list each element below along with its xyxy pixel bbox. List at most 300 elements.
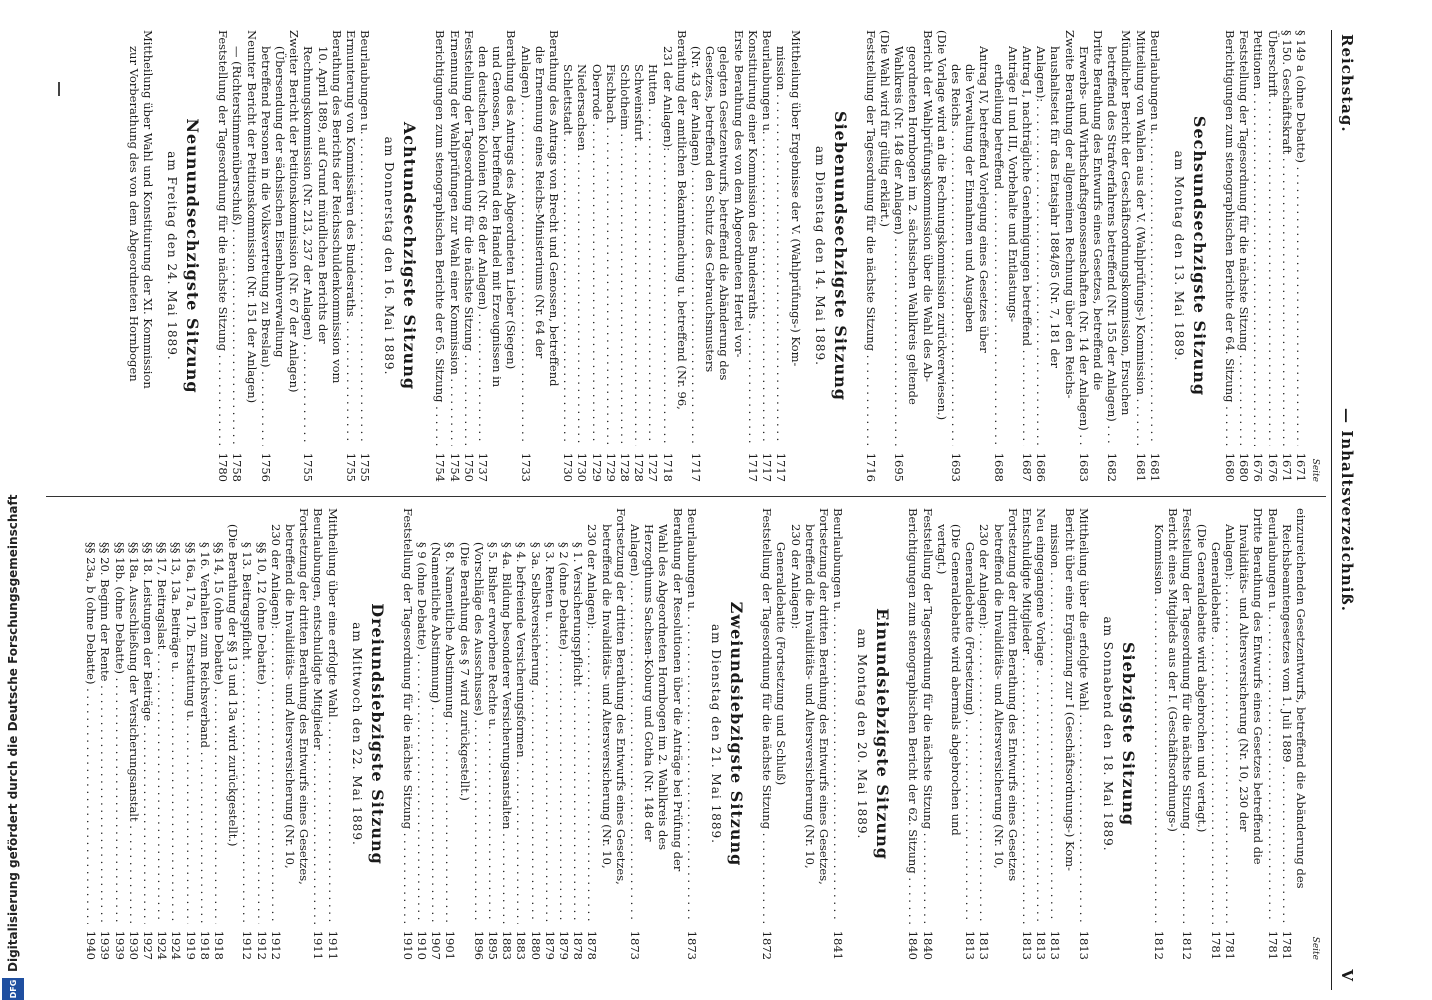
toc-entry-page: 1940 [84,930,99,960]
toc-entry-text: Konstituirung einer Kommission des Bundesraths . . . [746,30,760,446]
toc-entry [358,30,372,482]
toc-entry-page: 1911 [311,930,326,960]
toc-entry-text: betreffend des Strafverfahrens betreffend (Nr. 155 der Anlagen) . . . [1105,46,1119,446]
header-title: — Inhaltsverzeichniß. [1338,407,1356,613]
toc-entry [155,508,169,960]
toc-entry-page: 1729 [589,452,604,482]
toc-entry-page: 1901 [443,930,458,960]
toc-entry [685,508,699,960]
session-date: am Montag den 20. Mai 1889. [855,628,870,840]
toc-entry-text: Fortsetzung der dritten Berathung des Entwurfs eines Gesetzes, [297,508,312,885]
toc-entry [1223,508,1237,960]
toc-entry [216,30,230,482]
toc-entry [1265,30,1279,482]
toc-entry-page [935,924,949,960]
toc-entry-text: Mittheilung über Wahl und Konstituirung der XI. Kommission [141,30,155,389]
toc-entry-page [717,446,731,482]
toc-entry-page: 1682 [1105,452,1120,482]
toc-entry [325,508,339,960]
toc-entry [1034,30,1048,482]
toc-entry-text: Fortsetzung der dritten Berathung des Entwurfs eines Gesetzes [1005,508,1020,882]
toc-entry [935,30,949,482]
toc-entry-text: Mittheilung über Ergebnisse der V. (Wahlprüfungs-) Kom- [788,30,803,367]
toc-entry-page [1294,924,1308,960]
toc-entry-text: § 9 (ohne Debatte) . . . [415,542,429,924]
toc-entry [1077,30,1091,482]
toc-entry [1265,508,1279,960]
toc-entry-text: betreffend die Invaliditäts- und Altersversicherung (Nr. 10, [599,524,614,869]
toc-entry-text: betreffend die Invaliditäts- und Altersversicherung (Nr. 10, [991,524,1006,869]
session-date: am Montag den 13. Mai 1889. [1171,150,1186,362]
toc-entry [1006,30,1020,482]
toc-entry-page: 1924 [169,930,184,960]
toc-entry [599,508,613,960]
toc-entry [472,508,486,960]
toc-entry-page [1091,446,1105,482]
seite-label: Seite [1310,458,1320,482]
toc-entry [614,508,628,960]
toc-entry [774,30,788,482]
toc-entry-text: Beurlaubungen u. . . . [358,30,372,446]
toc-entry-page: 1754 [433,452,448,482]
toc-entry-text: Berathung der Resolutionen über die Anträge bei Prüfung der [670,508,685,872]
toc-entry [1091,30,1105,482]
toc-entry [575,30,589,482]
toc-entry-page: 1681 [1147,452,1162,482]
toc-entry-text: Zweiter Bericht der Petitionskommission (Nr. 67 der Anlagen) [287,30,302,393]
toc-entry-page: 1683 [1076,452,1091,482]
toc-entry-page: 1730 [561,452,576,482]
toc-entry [1006,508,1020,960]
toc-entry-page: 1813 [1034,930,1049,960]
toc-entry-page: 1717 [774,452,789,482]
toc-entry-page: 1813 [963,930,978,960]
session-date: am Donnerstag den 16. Mai 1889. [382,136,397,376]
toc-entry-page: 1727 [646,452,661,482]
toc-entry-page: 1939 [112,930,127,960]
toc-entry [283,508,297,960]
toc-entry-text: Reichsbeamtengesetzes vom 1. Juli 1889 . . . [1280,524,1294,924]
toc-entry-page: 1781 [1279,930,1294,960]
toc-entry [311,508,325,960]
toc-entry-page [963,446,977,482]
toc-entry-page [244,446,258,482]
toc-entry-page [949,924,963,960]
toc-entry-text: Feststellung der Tagesordnung für die nächste Sitzung . . . [1180,508,1194,924]
toc-entry-text: zur Vorberathung des von dem Abgeordneten Hornbogen [126,46,141,382]
toc-entry-text: (Die Berathung des § 7 wird zurückgestellt.) [457,542,472,801]
toc-entry [1194,508,1208,960]
toc-entry-text: betreffend die Invaliditäts- und Altersversicherung (Nr. 10, [283,524,298,869]
toc-entry-page: 1910 [400,930,415,960]
toc-entry [717,30,731,482]
toc-entry-text: § 150. Geschäftskraft . . . [1280,30,1294,446]
toc-entry [774,508,788,960]
toc-entry-page [330,446,344,482]
toc-entry-page: 1841 [831,930,846,960]
toc-entry [963,508,977,960]
toc-entry [490,30,504,482]
toc-entry-text: Erste Berathung des von dem Abgeordneten Hertel vor- [731,30,746,358]
toc-entry [476,30,490,482]
toc-entry [1133,30,1147,482]
toc-entry-text: Berichtigungen zum stenographischen Bericht der 62. Sitzung . . . [906,508,920,924]
toc-entry [1148,30,1162,482]
toc-entry-text: 230 der Anlagen): . . . [585,524,599,924]
toc-entry-text: 231 der Anlagen): . . . [660,46,674,446]
toc-entry-page [1119,446,1133,482]
toc-entry-page [226,924,240,960]
toc-entry-text: die Ernennung eines Reichs-Ministeriums (Nr. 64 der [532,46,547,359]
toc-entry-text: (Die Vorlage wird an die Rechnungskommission zurückverwiesen.) [934,30,949,421]
toc-entry [254,508,268,960]
toc-entry [760,508,774,960]
toc-entry [831,508,845,960]
seite-label: Seite [1310,936,1320,960]
toc-entry [1077,508,1091,960]
toc-entry-page [283,924,297,960]
toc-entry [920,508,934,960]
toc-entry [618,30,632,482]
toc-entry-page [547,446,561,482]
toc-entry [183,508,197,960]
toc-entry-text: betreffend die Invaliditäts- und Altersversicherung (Nr. 10, [802,524,817,869]
toc-entry-page: 1813 [1019,930,1034,960]
toc-entry-text: Generaldebatte (Fortsetzung) . . . [963,542,977,924]
toc-entry-text: Petitionen . . . [1251,30,1265,446]
session-date: am Mittwoch den 22. Mai 1889. [349,622,364,846]
toc-entry [518,30,532,482]
toc-entry-text: Feststellung der Tagesordnung für die nächste Sitzung . . . [864,30,878,446]
toc-entry-page [141,446,155,482]
toc-entry-text: Herzogthums Sachsen-Koburg und Gotha (Nr. 148 der [642,524,657,842]
toc-entry-text: betreffend Personen in die Volksvertretung zu Breslau) . . . [259,46,273,446]
toc-entry-page: 1812 [1151,930,1166,960]
toc-entry-text: Wahlkreis (Nr. 148 der Anlagen) . . . [892,46,906,446]
toc-entry-page: 1756 [258,452,273,482]
toc-entry-text: Bericht über eine Ergänzung zur I (Geschäftsordnungs-) Kom- [1062,508,1077,872]
toc-entry-text: Beurlaubungen u. . . . [1148,30,1162,446]
toc-entry-text: 230 der Anlagen): [788,524,803,630]
toc-entry [746,30,760,482]
toc-entry-page: 1754 [447,452,462,482]
session-title: Siebenundsechzigste Sitzung [830,111,850,401]
toc-entry-text: Berathung des Antrags des Abgeordneten Lieber (Siegen) [504,30,519,370]
toc-entry-text: Kommission . . . [1152,524,1166,924]
toc-entry [977,30,991,482]
toc-entry-text: § 2 (ohne Debatte) . . . [557,542,571,924]
toc-entry [1280,30,1294,482]
toc-entry [642,508,656,960]
toc-entry [788,508,802,960]
toc-entry [589,30,603,482]
toc-entry [817,508,831,960]
toc-entry-page [533,446,547,482]
toc-entry-page: 1813 [1048,930,1063,960]
toc-entry [585,508,599,960]
toc-entry-page [803,924,817,960]
toc-entry-text: gelegten Gesetzentwurfs, betreffend die Abänderung des [717,46,732,381]
page-number: V [1338,969,1356,982]
toc-entry-page [774,924,788,960]
toc-entry-text: Dritte Berathung des Entwurfs eines Gesetzes betreffend die [1251,508,1266,865]
toc-entry-text: Generaldebatte . . . [1209,542,1223,924]
toc-entry-page: 1930 [126,930,141,960]
toc-entry [127,508,141,960]
toc-entry-text: Berichtigungen zum stenographischen Berichte der 65. Sitzung . . . [433,30,447,446]
toc-entry-text: Mitteilung von Wahlen aus der V. (Wahlprüfungs-) Kommission . . . [1133,30,1147,446]
toc-entry-text: mission . . . [774,46,788,446]
toc-entry-text: Anträge II und III, Vorbehalte und Entlastungs- [1005,46,1020,323]
toc-entry [803,508,817,960]
toc-entry-page: 1758 [230,452,245,482]
toc-entry-text: Generaldebatte (Fortsetzung und Schluß) [774,542,789,786]
toc-entry-page [287,446,301,482]
toc-entry-text: Feststellung der Tagesordnung für die nächste Sitzung . . . [1237,30,1251,446]
column-left [127,30,1320,482]
toc-entry-text: Bericht eines Mitglieds aus der I. (Geschäftsordnungs-) [1166,508,1181,832]
toc-entry-page [656,924,670,960]
toc-entry-page [273,446,287,482]
toc-entry-text: Feststellung der Tagesordnung für die nächste Sitzung . . . [920,508,934,924]
toc-entry-page: 1939 [98,930,113,960]
toc-entry [1209,508,1223,960]
toc-entry [991,508,1005,960]
toc-entry-page [1062,446,1076,482]
toc-entry-text: § 8. Namentliche Abstimmung . . . [443,542,457,924]
session-title: Einundsiebzigste Sitzung [873,608,893,860]
toc-entry-page: 1896 [471,930,486,960]
footer [0,0,30,1000]
toc-entry-page: 1840 [920,930,935,960]
toc-entry-page: 1686 [1034,452,1049,482]
toc-entry-text: §§ 20. Beginn der Rente . . . [98,542,112,924]
toc-entry-page [1006,924,1020,960]
toc-entry [963,30,977,482]
toc-entry-text: Beurlaubungen u. . . . [760,30,774,446]
toc-entry-page: 1717 [745,452,760,482]
toc-entry-text: Erwerbs- und Wirthschaftsgenossenschaften (Nr. 14 der Anlagen) . . . [1077,46,1091,446]
toc-entry-page [878,446,892,482]
toc-entry-text: Beurlaubungen u. . . . [685,508,699,924]
toc-entry-page: 1912 [240,930,255,960]
toc-entry-page [297,924,311,960]
toc-entry [1294,30,1308,482]
toc-entry-page [788,446,802,482]
toc-entry [1105,30,1119,482]
toc-entry [1251,30,1265,482]
toc-entry-text: des Reichs . . . [949,64,963,446]
toc-entry-page: 1755 [358,452,373,482]
toc-entry [514,508,528,960]
toc-entry [259,30,273,482]
toc-entry-page: 1717 [760,452,775,482]
toc-entry-text: Neu eingegangene Vorlage . . . [1034,508,1048,924]
toc-entry [462,30,476,482]
session-date: am Dienstag den 21. Mai 1889. [708,624,723,844]
toc-entry-text: Berathung des Berichts der Reichsschuldenkommission vom [329,30,344,384]
toc-entry [141,30,155,482]
toc-entry-text: (Die Generaldebatte wird abgebrochen und vertagt.) [1194,524,1209,833]
dfg-logo: DFG [2,978,24,1000]
toc-entry-page [1006,446,1020,482]
toc-entry-text: §§ 18. Leistungen der Beiträge . . . [141,542,155,924]
column-right [84,508,1320,960]
toc-entry [547,30,561,482]
toc-entry-text: §§ 13, 13a. Beiträge u. . . . [169,542,183,924]
toc-entry-page: 1729 [603,452,618,482]
toc-entry-page: 1912 [268,930,283,960]
toc-entry-page [703,446,717,482]
toc-entry [533,30,547,482]
toc-entry-page: 1813 [1076,930,1091,960]
toc-entry-page: 1780 [216,452,231,482]
toc-entry [1048,508,1062,960]
toc-entry [297,508,311,960]
toc-entry-text: Überschrift . . . [1265,30,1279,446]
toc-entry [443,508,457,960]
toc-entry-text: Feststellung der Tagesordnung für die nächste Sitzung . . . [401,508,415,924]
scan-mark [58,82,60,96]
page-header [1331,30,1360,990]
toc-entry-text: einzureichenden Gesetzentwurfs, betreffend die Abänderung des [1294,508,1308,889]
toc-entry-text: (Die Generaldebatte wird abermals abgebrochen und [948,524,963,836]
toc-entry [1251,508,1265,960]
toc-entry-text: Feststellung der Tagesordnung für die nächste Sitzung . . . [216,30,230,446]
header-left: Reichstag. [1338,34,1356,133]
toc-entry-text: Neunter Bericht der Petitionskommission (Nr. 151 der Anlagen) [244,30,259,404]
toc-entry [500,508,514,960]
toc-entry [112,508,126,960]
toc-entry-text: Fortsetzung der dritten Berathung des Entwurfs eines Gesetzes, [816,508,831,885]
toc-entry [561,30,575,482]
toc-entry-text: §§ 16a, 17a, 17b. Erstattung u. . . . [183,542,197,924]
toc-entry [401,508,415,960]
toc-entry-text: geordneten Hornbogen im 2. sächsischen Wahlkreis geltende [906,46,921,405]
toc-entry-text: Zweite Berathung der allgemeinen Rechnung über den Reichs- [1062,30,1077,399]
toc-entry-text: Antrag IV, betreffend Vorlegung eines Gesetzes über [977,46,992,353]
toc-entry [212,508,226,960]
toc-entry-text: §§ 14, 15 (ohne Debatte) . . . [212,542,226,924]
toc-entry-page: 1688 [991,452,1006,482]
toc-entry-text: Bericht der Wahlprüfungskommission über die Wahl des Ab- [920,30,935,383]
toc-entry-text: Mündlicher Bericht der Geschäftsordnungskommission, Ersuchen [1119,30,1134,416]
toc-entry-page: 1879 [557,930,572,960]
toc-entry-text: vertagt.) [934,524,949,575]
toc-entry-text: 10. April 1889, auf Grund mündlichen Berichts der [315,46,330,344]
toc-entry-page [1166,924,1180,960]
toc-entry [84,508,98,960]
toc-entry-page [817,924,831,960]
toc-entry-page: 1781 [1222,930,1237,960]
toc-entry-text: Schweinsfurt . . . [632,64,646,446]
toc-entry [330,30,344,482]
toc-entry [301,30,315,482]
toc-entry-page [1194,924,1208,960]
toc-entry-text: § 3a. Selbstversicherung . . . [528,542,542,924]
toc-entry-text: (Die Wahl wird für gültig erklärt.) [877,30,892,227]
toc-entry-page: 1676 [1251,452,1266,482]
toc-entry-text: §§ 18a. Ausschließung der Versicherungsanstalt . . . [127,542,141,924]
toc-entry-page: 1687 [1019,452,1034,482]
toc-entry [906,30,920,482]
toc-entry-page [991,924,1005,960]
toc-entry-text: §§ 18b. (ohne Debatte) . . . [112,542,126,924]
toc-entry-page: 1927 [141,930,155,960]
toc-entry [977,508,991,960]
toc-entry-text: Gesetzes, betreffend den Schutz des Gebrauchsmusters [703,46,718,373]
toc-entry-text: Niedersachsen . . . [575,64,589,446]
scanned-page [60,30,1360,990]
toc-entry-page [671,924,685,960]
toc-entry [892,30,906,482]
toc-entry-text: § 16. Verhalten zum Reichsverband . . . [198,542,212,924]
toc-entry-text: § 3. Renten u. . . . [543,542,557,924]
column-left-entries [127,30,1308,482]
toc-entry [660,30,674,482]
toc-entry-text: (Namentliche Abstimmung) . . . [429,542,443,924]
toc-entry-page: 1918 [197,930,212,960]
toc-entry-text: (Übersendung der sächsischen Eisenbahnverwaltung [273,46,288,358]
toc-entry-page: 1717 [689,452,704,482]
toc-entry-page [1062,924,1076,960]
toc-entry-page: 1879 [542,930,557,960]
toc-entry [760,30,774,482]
toc-entry [415,508,429,960]
toc-entry [557,508,571,960]
session-title: Zweiundsiebzigste Sitzung [726,601,746,867]
toc-entry [429,508,443,960]
session-title: Neunundsechzigste Sitzung [183,118,202,394]
toc-entry-page [315,446,329,482]
toc-entry-page [675,446,689,482]
toc-entry [273,30,287,482]
toc-entry [656,508,670,960]
toc-entry-text: Anlagen) . . . [518,46,532,446]
toc-entry-page: 1681 [1133,452,1148,482]
toc-entry-page: 1878 [571,930,586,960]
toc-entry-text: § 5. Bisher erworbene Rechte u. . . . [486,542,500,924]
toc-entry [226,508,240,960]
toc-entry-text: Entschuldigte Mitglieder . . . [1020,508,1034,924]
session-date: am Dienstag den 14. Mai 1889. [812,146,827,366]
toc-entry-page: 1680 [1237,452,1252,482]
toc-entry-page: 1924 [155,930,170,960]
toc-entry [632,30,646,482]
toc-entry [1237,30,1251,482]
toc-entry [604,30,618,482]
toc-entry-text: Ermunterung von Kommissären des Bundesraths . . . [344,30,358,446]
toc-entry-page [127,446,141,482]
toc-entry-text: (Nr. 43 der Anlagen) . . . [689,46,703,446]
toc-entry [457,508,471,960]
toc-entry [1034,508,1048,960]
toc-entry-page: 1907 [429,930,444,960]
footer-text: Digitalisierung gefördert durch die Deutsche Forschungsgemeinschaft [6,494,20,972]
toc-entry-text: und Genossen, betreffend den Handel mit Erzeugnissen in [490,46,505,388]
toc-entry-text: Rechnungskommission (Nr. 213, 237 der Anlagen) . . . [301,46,315,446]
toc-entry [240,508,254,960]
toc-entry-text: Invaliditäts- und Altersversicherung (Nr. 10, 230 der [1237,524,1252,832]
toc-entry-text: (Vorschläge des Ausschusses) . . . [472,542,486,924]
toc-entry-text: Fortsetzung der dritten Berathung des Entwurfs eines Gesetzes, [613,508,628,885]
toc-entry-text: Anlagen): . . . [1034,46,1048,446]
session-title: Siebzigste Sitzung [1118,641,1138,827]
toc-entry-text: Wahl des Abgeordneten Hornbogen im 2. Wahlkreis des [656,524,671,851]
toc-entry [671,508,685,960]
toc-entry-page: 1728 [618,452,633,482]
toc-entry [344,30,358,482]
